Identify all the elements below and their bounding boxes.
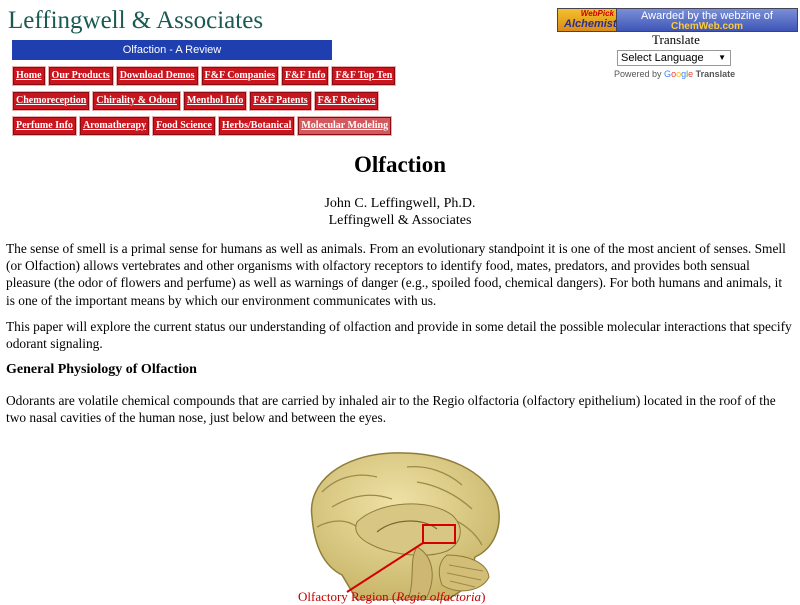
chemweb-site-text: ChemWeb.com	[670, 21, 744, 32]
nav-aromatherapy[interactable]: Aromatherapy	[79, 116, 150, 136]
nav-ff-info[interactable]: F&F Info	[281, 66, 329, 86]
nav-chirality-odour[interactable]: Chirality & Odour	[92, 91, 181, 111]
chemweb-award-badge[interactable]	[617, 8, 798, 32]
section-heading-physiology: General Physiology of Olfaction	[6, 362, 197, 377]
intro-paragraph: The sense of smell is a primal sense for humans as well as animals. From an evolutionary standpoint it is one of the most ancient of senses. Smell (or Olfaction) allows vertebrates and other organisms with olfactory receptors to identify food, mates, predators, and provides both sensual pleasure (the odor of flowers and perfume) as well as warnings of danger (e.g., spoiled food, chemical dangers). For both humans and animals, it is one of the important means by which our environment communicates with us.	[6, 241, 786, 308]
nav-home[interactable]: Home	[12, 66, 46, 86]
brain-illustration	[297, 447, 507, 600]
nav-food-science[interactable]: Food Science	[152, 116, 216, 136]
caption-prefix: Olfactory Region (	[298, 589, 397, 604]
nav-row-1	[12, 66, 396, 86]
nav-row-3	[12, 116, 392, 136]
language-select-value: Select Language	[621, 52, 704, 64]
nav-ff-top-ten[interactable]: F&F Top Ten	[331, 66, 396, 86]
nav-download-demos[interactable]: Download Demos	[116, 66, 199, 86]
nav-perfume-info[interactable]: Perfume Info	[12, 116, 77, 136]
author-block	[0, 195, 800, 229]
nav-herbs-botanical[interactable]: Herbs/Botanical	[218, 116, 295, 136]
brain-sagittal-image	[297, 447, 507, 600]
google-translate-link[interactable]: Translate	[695, 69, 736, 79]
nav-row-2	[12, 91, 379, 111]
caption-suffix: )	[481, 589, 486, 604]
powered-by-label: Powered by	[614, 69, 662, 79]
subtitle-banner: Olfaction - A Review	[12, 40, 332, 60]
language-select[interactable]	[617, 50, 731, 66]
google-logo-icon: Google	[664, 69, 694, 79]
webpick-award-badge[interactable]	[557, 8, 617, 32]
author-name: John C. Leffingwell, Ph.D.	[324, 196, 476, 211]
nav-molecular-modeling[interactable]: Molecular Modeling	[297, 116, 392, 136]
author-organization: Leffingwell & Associates	[328, 213, 472, 228]
chemweb-award-text: Awarded by the webzine of	[641, 10, 773, 22]
nav-ff-companies[interactable]: F&F Companies	[201, 66, 279, 86]
page-title: Olfaction	[354, 152, 446, 177]
physiology-paragraph: Odorants are volatile chemical compounds that are carried by inhaled air to the Regio olfactoria (olfactory epithelium) located in the roof of the two nasal cavities of the human nose, just below and between the eyes.	[6, 393, 776, 426]
nav-menthol-info[interactable]: Menthol Info	[183, 91, 247, 111]
dropdown-caret-icon: ▼	[718, 53, 726, 62]
webpick-label: WebPick	[580, 9, 614, 18]
webpick-alchemist-label: Alchemist	[564, 18, 617, 30]
nav-chemoreception[interactable]: Chemoreception	[12, 91, 90, 111]
award-banners	[557, 8, 798, 32]
nav-ff-reviews[interactable]: F&F Reviews	[314, 91, 380, 111]
figure-caption	[298, 589, 485, 605]
powered-by-google	[614, 69, 735, 79]
site-title: Leffingwell & Associates	[8, 7, 264, 34]
nav-ff-patents[interactable]: F&F Patents	[249, 91, 311, 111]
translate-label: Translate	[652, 32, 700, 47]
scope-paragraph: This paper will explore the current status our understanding of olfaction and provide in some detail the possible molecular interactions that specify odorant signaling.	[6, 319, 792, 352]
nav-our-products[interactable]: Our Products	[48, 66, 114, 86]
caption-italic: Regio olfactoria	[396, 589, 482, 604]
